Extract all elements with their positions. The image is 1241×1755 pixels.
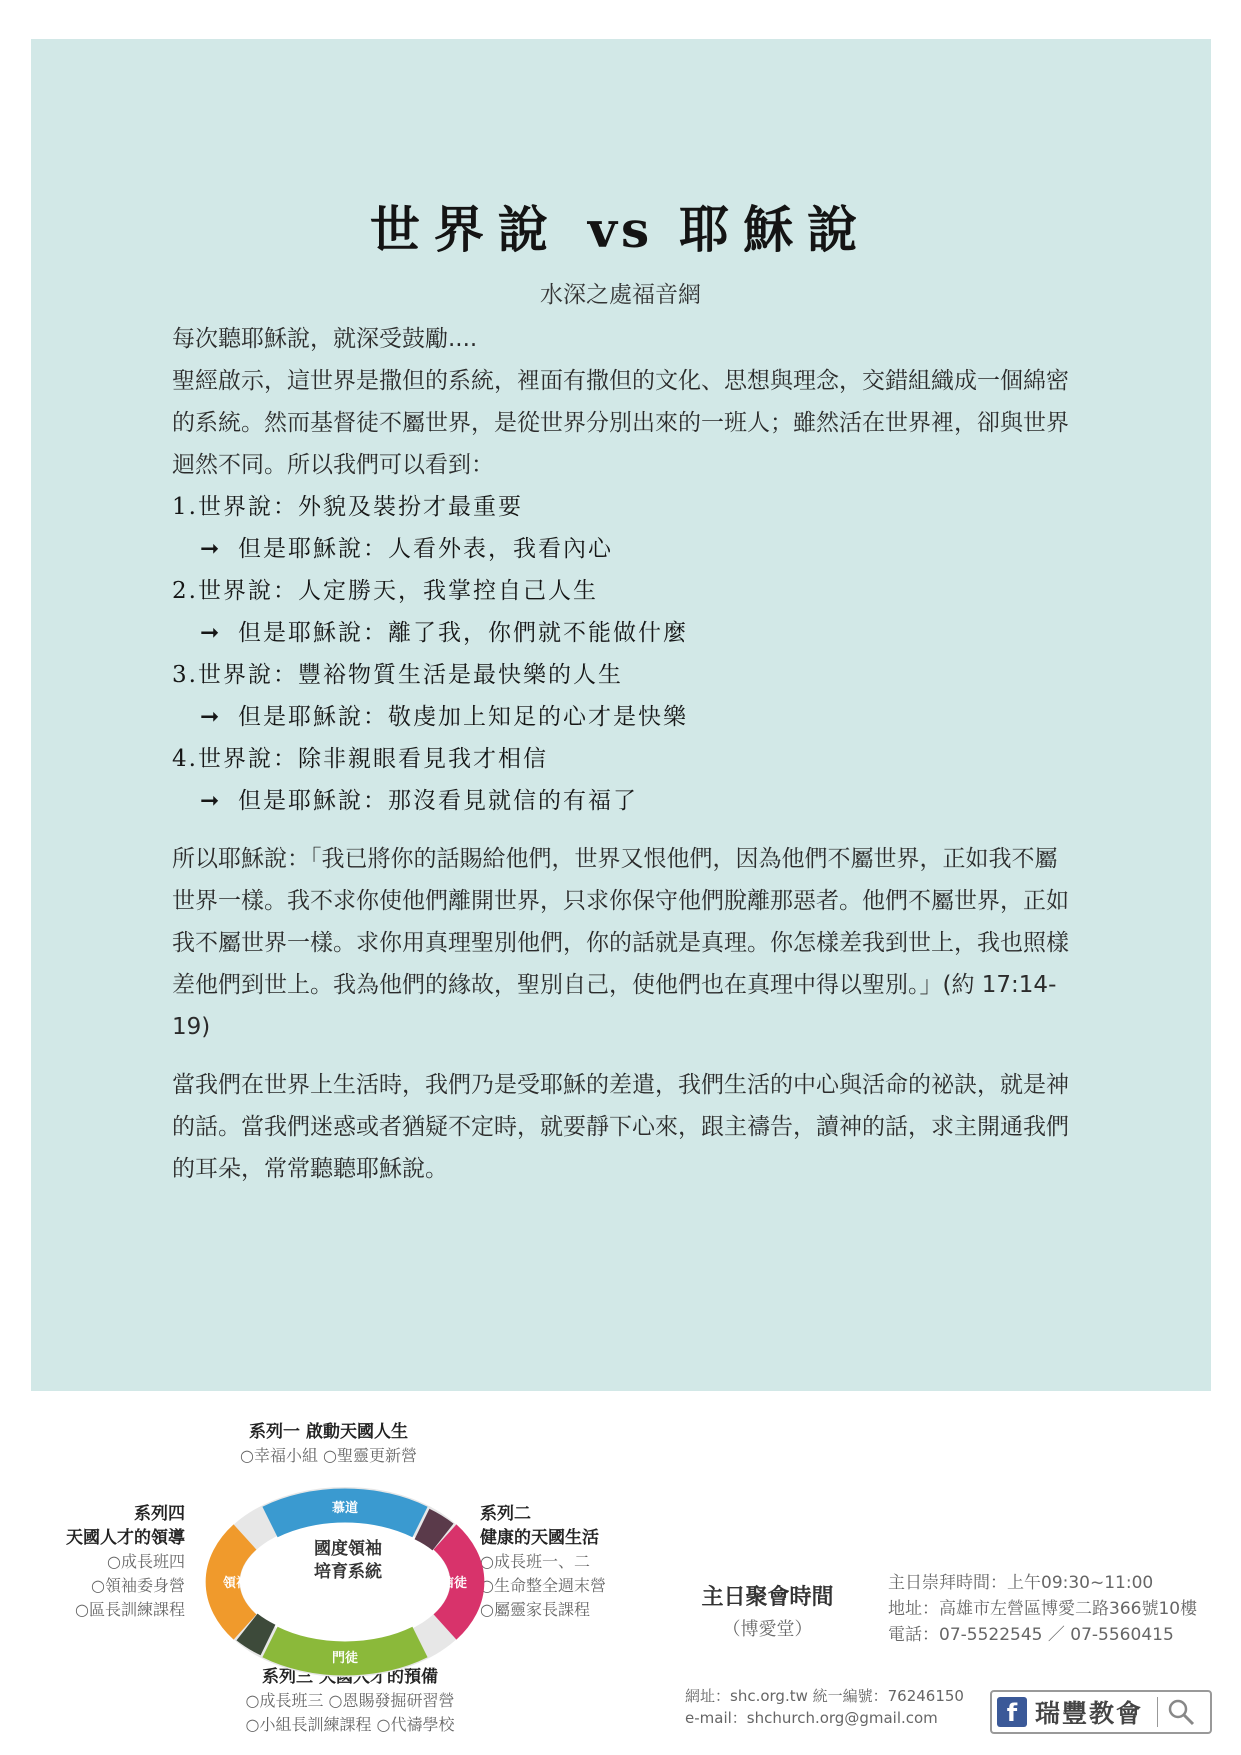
ring-segment-dark — [422, 1524, 443, 1537]
arrow-icon: ➞ — [200, 620, 222, 646]
source-label: 水深之處福音網 — [540, 282, 701, 308]
facebook-icon: f — [997, 1697, 1027, 1727]
title-vs: vs — [587, 200, 654, 259]
title-world: 世界說 — [369, 200, 562, 259]
series-4: 系列四 天國人才的領導 ○成長班四 ○領袖委身營 ○區長訓練課程 — [66, 1504, 185, 1619]
arrow-icon: ➞ — [200, 788, 222, 814]
arrow-icon: ➞ — [200, 536, 222, 562]
website-line: 網址：shc.org.tw 統一編號：76246150 — [685, 1687, 964, 1705]
point-world-2: 2.世界說：人定勝天，我掌控自己人生 — [172, 578, 598, 604]
title-jesus: 耶穌說 — [679, 200, 872, 259]
ring-label-right: 信徒 — [440, 1576, 468, 1591]
article-body — [172, 318, 1072, 1190]
series-2: 系列二 健康的天國生活 ○成長班一、二 ○生命整全週末營 ○屬靈家長課程 — [480, 1504, 606, 1619]
intro-paragraph: 聖經啟示，這世界是撒但的系統，裡面有撒但的文化、思想與理念，交錯組織成一個綿密的系統。然而基督徒不屬世界，是從世界分別出來的一班人；雖然活在世界裡，卻與世界迴然不同。所以我們可以看到： — [172, 368, 1069, 478]
point-world-1: 1.世界說：外貌及裝扮才最重要 — [172, 494, 523, 520]
ring-segment-dark — [247, 1627, 268, 1640]
ring-label-top: 慕道 — [331, 1501, 359, 1516]
point-jesus-1: ➞ 但是耶穌說：人看外表，我看內心 — [172, 528, 1072, 570]
divider — [1157, 1697, 1158, 1727]
service-place: （博愛堂） — [722, 1619, 813, 1640]
address: 地址：高雄市左營區博愛二路366號10樓 — [888, 1599, 1198, 1619]
point-jesus-2: ➞ 但是耶穌說：離了我，你們就不能做什麼 — [172, 612, 1072, 654]
series-1: 系列一 啟動天國人生 ○幸福小組 ○聖靈更新營 — [240, 1422, 418, 1465]
service-info — [888, 1570, 1197, 1648]
point-world-3: 3.世界說：豐裕物質生活是最快樂的人生 — [172, 662, 623, 688]
page-title — [0, 190, 1241, 262]
ring-label-left: 領袖 — [222, 1576, 250, 1591]
service-heading: 主日聚會時間 — [701, 1585, 834, 1610]
point-jesus-3: ➞ 但是耶穌說：敬虔加上知足的心才是快樂 — [172, 696, 1072, 738]
facebook-page-name: 瑞豐教會 — [1035, 1699, 1144, 1728]
email-line: e-mail：shchurch.org@gmail.com — [685, 1709, 938, 1727]
closing-paragraph: 當我們在世界上生活時，我們乃是受耶穌的差遣，我們生活的中心與活命的祕訣，就是神的話。當我們迷惑或者猶疑不定時，就要靜下心來，跟主禱告，讀神的話，求主開通我們的耳朵，常常聽聽耶穌說。 — [172, 1072, 1069, 1182]
intro-line: 每次聽耶穌說，就深受鼓勵.... — [172, 326, 478, 352]
ring-label-bottom: 門徒 — [331, 1651, 359, 1666]
series-3: 系列三 天國人才的預備 ○成長班三 ○恩賜發掘研習營 ○小組長訓練課程 ○代禱學校 — [245, 1667, 455, 1734]
point-world-4: 4.世界說：除非親眼看見我才相信 — [172, 746, 548, 772]
facebook-search-box[interactable] — [990, 1690, 1212, 1734]
leadership-cycle-diagram — [40, 1420, 630, 1750]
scripture-quote: 所以耶穌說：「我已將你的話賜給他們，世界又恨他們，因為他們不屬世界，正如我不屬世界一樣。我不求你使他們離開世界，只求你保守他們脫離那惡者。他們不屬世界，正如我不屬世界一樣。求你用真理聖別他們，你的話就是真理。你怎樣差我到世上，我也照樣差他們到世上。我為他們的緣故，聖別自己，使他們也在真理中得以聖別。」(約 17:14-19) — [172, 846, 1069, 1040]
cycle-center-label: 國度領袖 培育系統 — [314, 1539, 382, 1582]
point-jesus-4: ➞ 但是耶穌說：那沒看見就信的有福了 — [172, 780, 1072, 822]
search-icon[interactable] — [1166, 1697, 1196, 1727]
contact-info — [685, 1685, 964, 1729]
worship-time: 主日崇拜時間：上午09:30~11:00 — [888, 1573, 1154, 1593]
service-time-block — [690, 1580, 845, 1641]
arrow-icon: ➞ — [200, 704, 222, 730]
phone: 電話：07-5522545 ／ 07-5560415 — [888, 1625, 1174, 1645]
